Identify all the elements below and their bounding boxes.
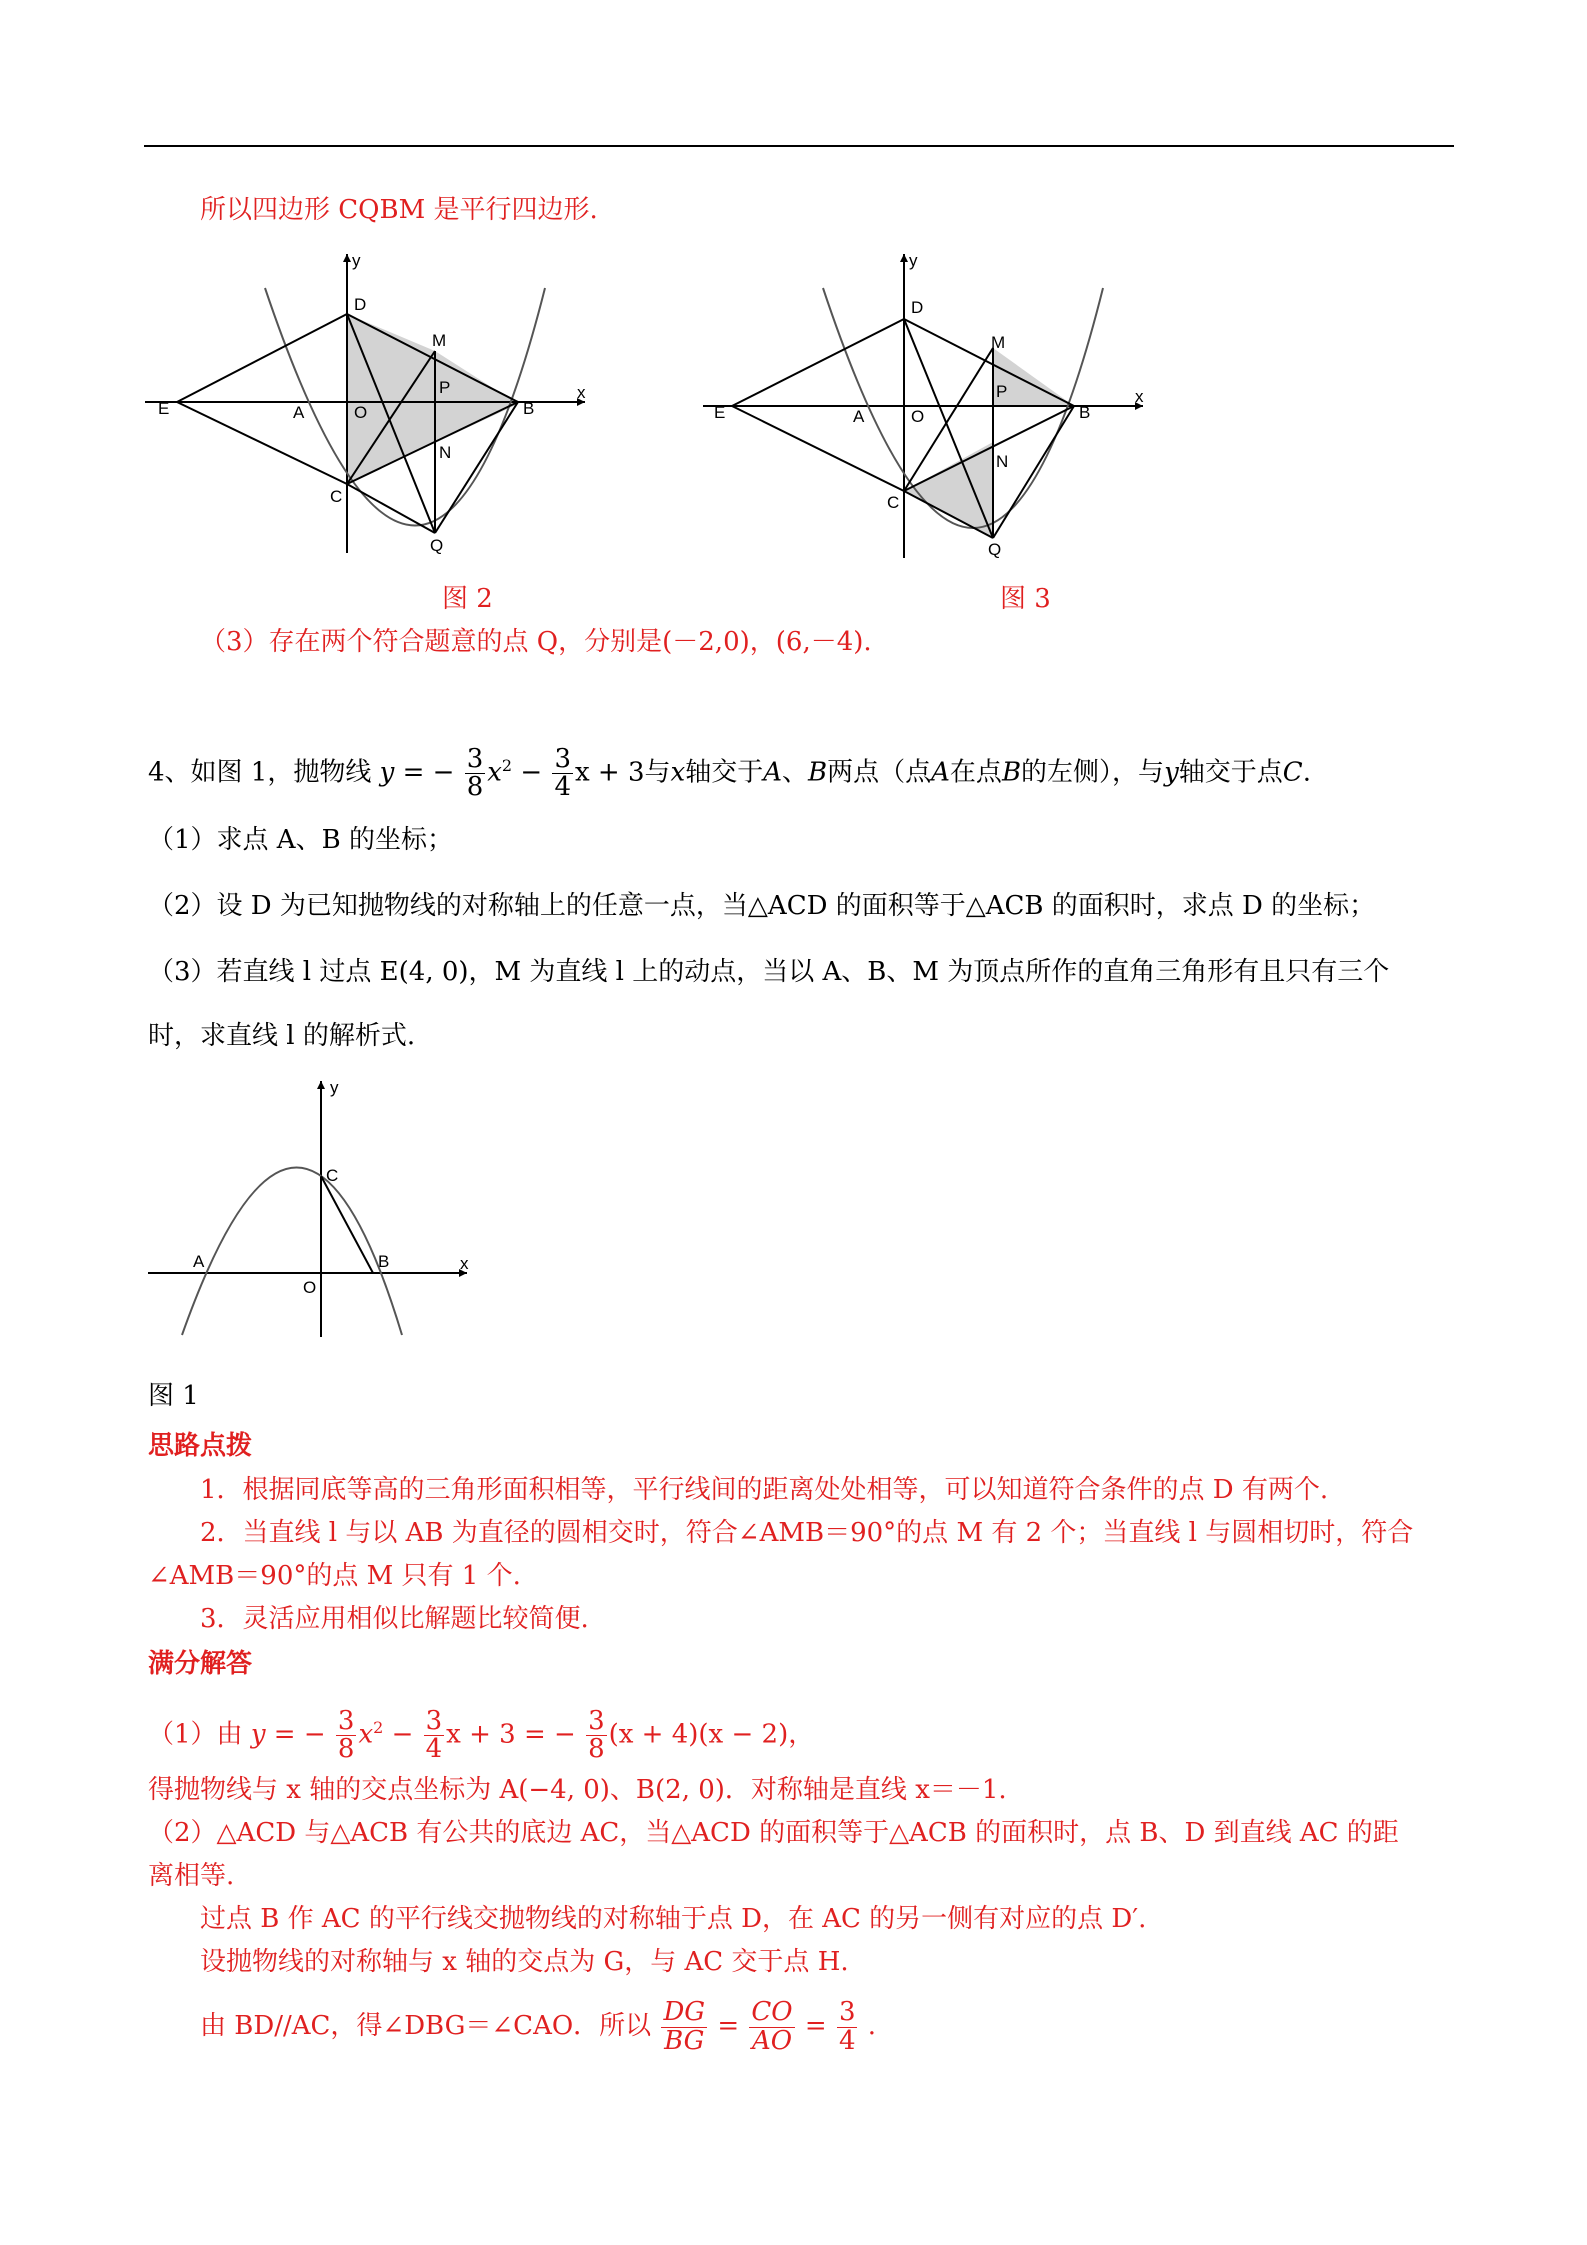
problem-4-intro xyxy=(148,736,1311,803)
denominator: 8 xyxy=(337,1734,355,1765)
var-A: A xyxy=(931,757,950,788)
hint-2: 2．当直线 l 与以 AB 为直径的圆相交时，符合∠AMB＝90°的点 M 有 2 个；当直线 l 与圆相切时，符合 xyxy=(200,1518,1414,1548)
shaded-region-lower xyxy=(904,442,993,538)
frac xyxy=(586,1705,607,1765)
y-axis-arrow-icon xyxy=(343,254,351,262)
label-A: A xyxy=(193,1252,205,1271)
hint-2-cont: ∠AMB＝90°的点 M 只有 1 个. xyxy=(148,1561,521,1591)
var-y: y xyxy=(1164,757,1179,788)
intro-text: 4、如图 1，抛物线 xyxy=(148,757,372,788)
label-C: C xyxy=(887,493,900,512)
solution-2-line4: 设抛物线的对称轴与 x 轴的交点为 G，与 AC 交于点 H. xyxy=(200,1947,849,1977)
label-O: O xyxy=(911,407,925,426)
figure-3 xyxy=(698,248,1158,568)
label-P: P xyxy=(439,378,451,397)
hints-title: 思路点拨 xyxy=(148,1431,253,1461)
numerator: 3 xyxy=(466,743,484,774)
text: 轴交于 xyxy=(685,757,764,788)
header-rule xyxy=(144,145,1454,147)
eq-rest: x + 3 xyxy=(574,757,645,788)
problem-4-q3b: 时，求直线 l 的解析式. xyxy=(148,1021,416,1051)
text: − xyxy=(391,1719,414,1750)
eq-frac-2 xyxy=(552,743,573,803)
frac xyxy=(749,1999,794,2055)
label-A: A xyxy=(853,407,865,426)
numerator: 3 xyxy=(337,1705,355,1736)
eq-y: y xyxy=(379,757,395,788)
text: x + 3 = − xyxy=(446,1719,576,1750)
figure-3-caption: 图 3 xyxy=(1000,584,1051,614)
frac xyxy=(661,1999,707,2055)
solution-2-line3: 过点 B 作 AC 的平行线交抛物线的对称轴于点 D，在 AC 的另一侧有对应的点 D′. xyxy=(200,1904,1147,1934)
label-D: D xyxy=(911,298,924,317)
numerator: CO xyxy=(751,1997,793,2028)
label-B: B xyxy=(523,399,535,418)
solution-2-line2: 离相等. xyxy=(148,1861,235,1891)
label-y: y xyxy=(909,251,918,270)
eq-exp: 2 xyxy=(501,756,513,775)
frac xyxy=(424,1705,445,1765)
label-x: x xyxy=(1135,387,1144,406)
label-N: N xyxy=(996,452,1009,471)
numerator: 3 xyxy=(588,1705,605,1736)
var-y: y xyxy=(250,1719,266,1750)
parabola xyxy=(182,1168,402,1336)
text: ， xyxy=(788,1719,815,1750)
text: . xyxy=(1302,757,1311,788)
numerator: 3 xyxy=(554,743,571,774)
figure-1-caption: 图 1 xyxy=(148,1381,199,1411)
hint-1: 1．根据同底等高的三角形面积相等，平行线间的距离处处相等，可以知道符合条件的点 D 有两个. xyxy=(200,1475,1329,1505)
label-A: A xyxy=(293,403,305,422)
label-O: O xyxy=(303,1278,317,1297)
problem-4-q1: （1）求点 A、B 的坐标； xyxy=(148,825,453,855)
label-x: x xyxy=(577,383,586,402)
frac xyxy=(837,1999,858,2055)
label-M: M xyxy=(991,333,1006,352)
label-y: y xyxy=(330,1078,339,1097)
y-axis-arrow-icon xyxy=(317,1081,325,1089)
numerator: DG xyxy=(663,1997,706,2028)
problem-4-q3a: （3）若直线 l 过点 E(4, 0)，M 为直线 l 上的动点，当以 A、B、M 为顶点所作的直角三角形有且只有三个 xyxy=(148,957,1390,987)
text: 两点（点 xyxy=(827,757,932,788)
eq-sign: = − xyxy=(402,757,455,788)
numerator: 3 xyxy=(838,1997,856,2028)
label-D: D xyxy=(354,295,367,314)
text: = − xyxy=(273,1719,326,1750)
solution-1-eq xyxy=(148,1696,814,1767)
var-C: C xyxy=(1282,757,1303,788)
text: 在点 xyxy=(949,757,1002,788)
label-N: N xyxy=(439,443,452,462)
segment-CB xyxy=(321,1176,373,1273)
label-B: B xyxy=(378,1252,390,1271)
text: = xyxy=(804,2011,827,2041)
figure-2 xyxy=(140,248,600,568)
label-B: B xyxy=(1079,403,1091,422)
figure-1 xyxy=(140,1075,480,1345)
var-B: B xyxy=(808,757,828,788)
label-C: C xyxy=(326,1166,339,1185)
denominator: 4 xyxy=(554,772,571,803)
solution-title: 满分解答 xyxy=(148,1649,253,1679)
text: (x + 4)(x − 2) xyxy=(608,1719,789,1750)
numerator: 3 xyxy=(425,1705,443,1736)
text: = xyxy=(717,2011,740,2041)
eq-x: x xyxy=(487,757,502,788)
var-x: x xyxy=(358,1719,374,1750)
label-E: E xyxy=(714,403,726,422)
text: . xyxy=(867,2011,877,2041)
text: 由 BD//AC，得∠DBG＝∠CAO．所以 xyxy=(200,2011,652,2041)
y-axis-arrow-icon xyxy=(900,254,908,262)
label-M: M xyxy=(432,331,447,350)
text: 轴交于点 xyxy=(1178,757,1283,788)
label-C: C xyxy=(330,487,343,506)
exp: 2 xyxy=(373,1718,384,1737)
figure-2-caption: 图 2 xyxy=(442,584,493,614)
hint-3: 3．灵活应用相似比解题比较简便. xyxy=(200,1604,589,1634)
denominator: AO xyxy=(751,2025,793,2056)
var-A: A xyxy=(763,757,782,788)
eq-minus: − xyxy=(520,757,543,788)
text: 的左侧），与 xyxy=(1021,757,1165,788)
frac xyxy=(336,1705,357,1765)
denominator: 4 xyxy=(838,2025,856,2056)
problem-4-q2: （2）设 D 为已知抛物线的对称轴上的任意一点，当△ACD 的面积等于△ACB 的面积时，求点 D 的坐标； xyxy=(148,891,1376,921)
denominator: 8 xyxy=(466,772,484,803)
top-text: 所以四边形 CQBM 是平行四边形. xyxy=(200,195,598,225)
solution-2-line5 xyxy=(200,1990,876,2062)
solution-1-line2: 得抛物线与 x 轴的交点坐标为 A(−4, 0)、B(2, 0)．对称轴是直线 x＝－1. xyxy=(148,1775,1007,1805)
label-Q: Q xyxy=(988,540,1002,559)
text: （1）由 xyxy=(148,1719,243,1750)
label-y: y xyxy=(352,251,361,270)
label-x: x xyxy=(460,1254,469,1273)
denominator: 4 xyxy=(425,1734,443,1765)
text: 与 xyxy=(644,757,671,788)
label-Q: Q xyxy=(430,536,444,555)
var-B: B xyxy=(1001,757,1022,788)
label-E: E xyxy=(158,399,170,418)
eq-frac-1 xyxy=(465,743,486,803)
solution-2-line1: （2）△ACD 与△ACB 有公共的底边 AC，当△ACD 的面积等于△ACB 的面积时，点 B、D 到直线 AC 的距 xyxy=(148,1818,1399,1848)
var-x: x xyxy=(670,757,686,788)
text: 、 xyxy=(782,757,809,788)
denominator: BG xyxy=(664,2025,705,2056)
label-P: P xyxy=(996,382,1008,401)
part3-answer: （3）存在两个符合题意的点 Q，分别是(－2,0)，(6,－4). xyxy=(200,627,872,657)
label-O: O xyxy=(354,403,368,422)
denominator: 8 xyxy=(588,1734,605,1765)
